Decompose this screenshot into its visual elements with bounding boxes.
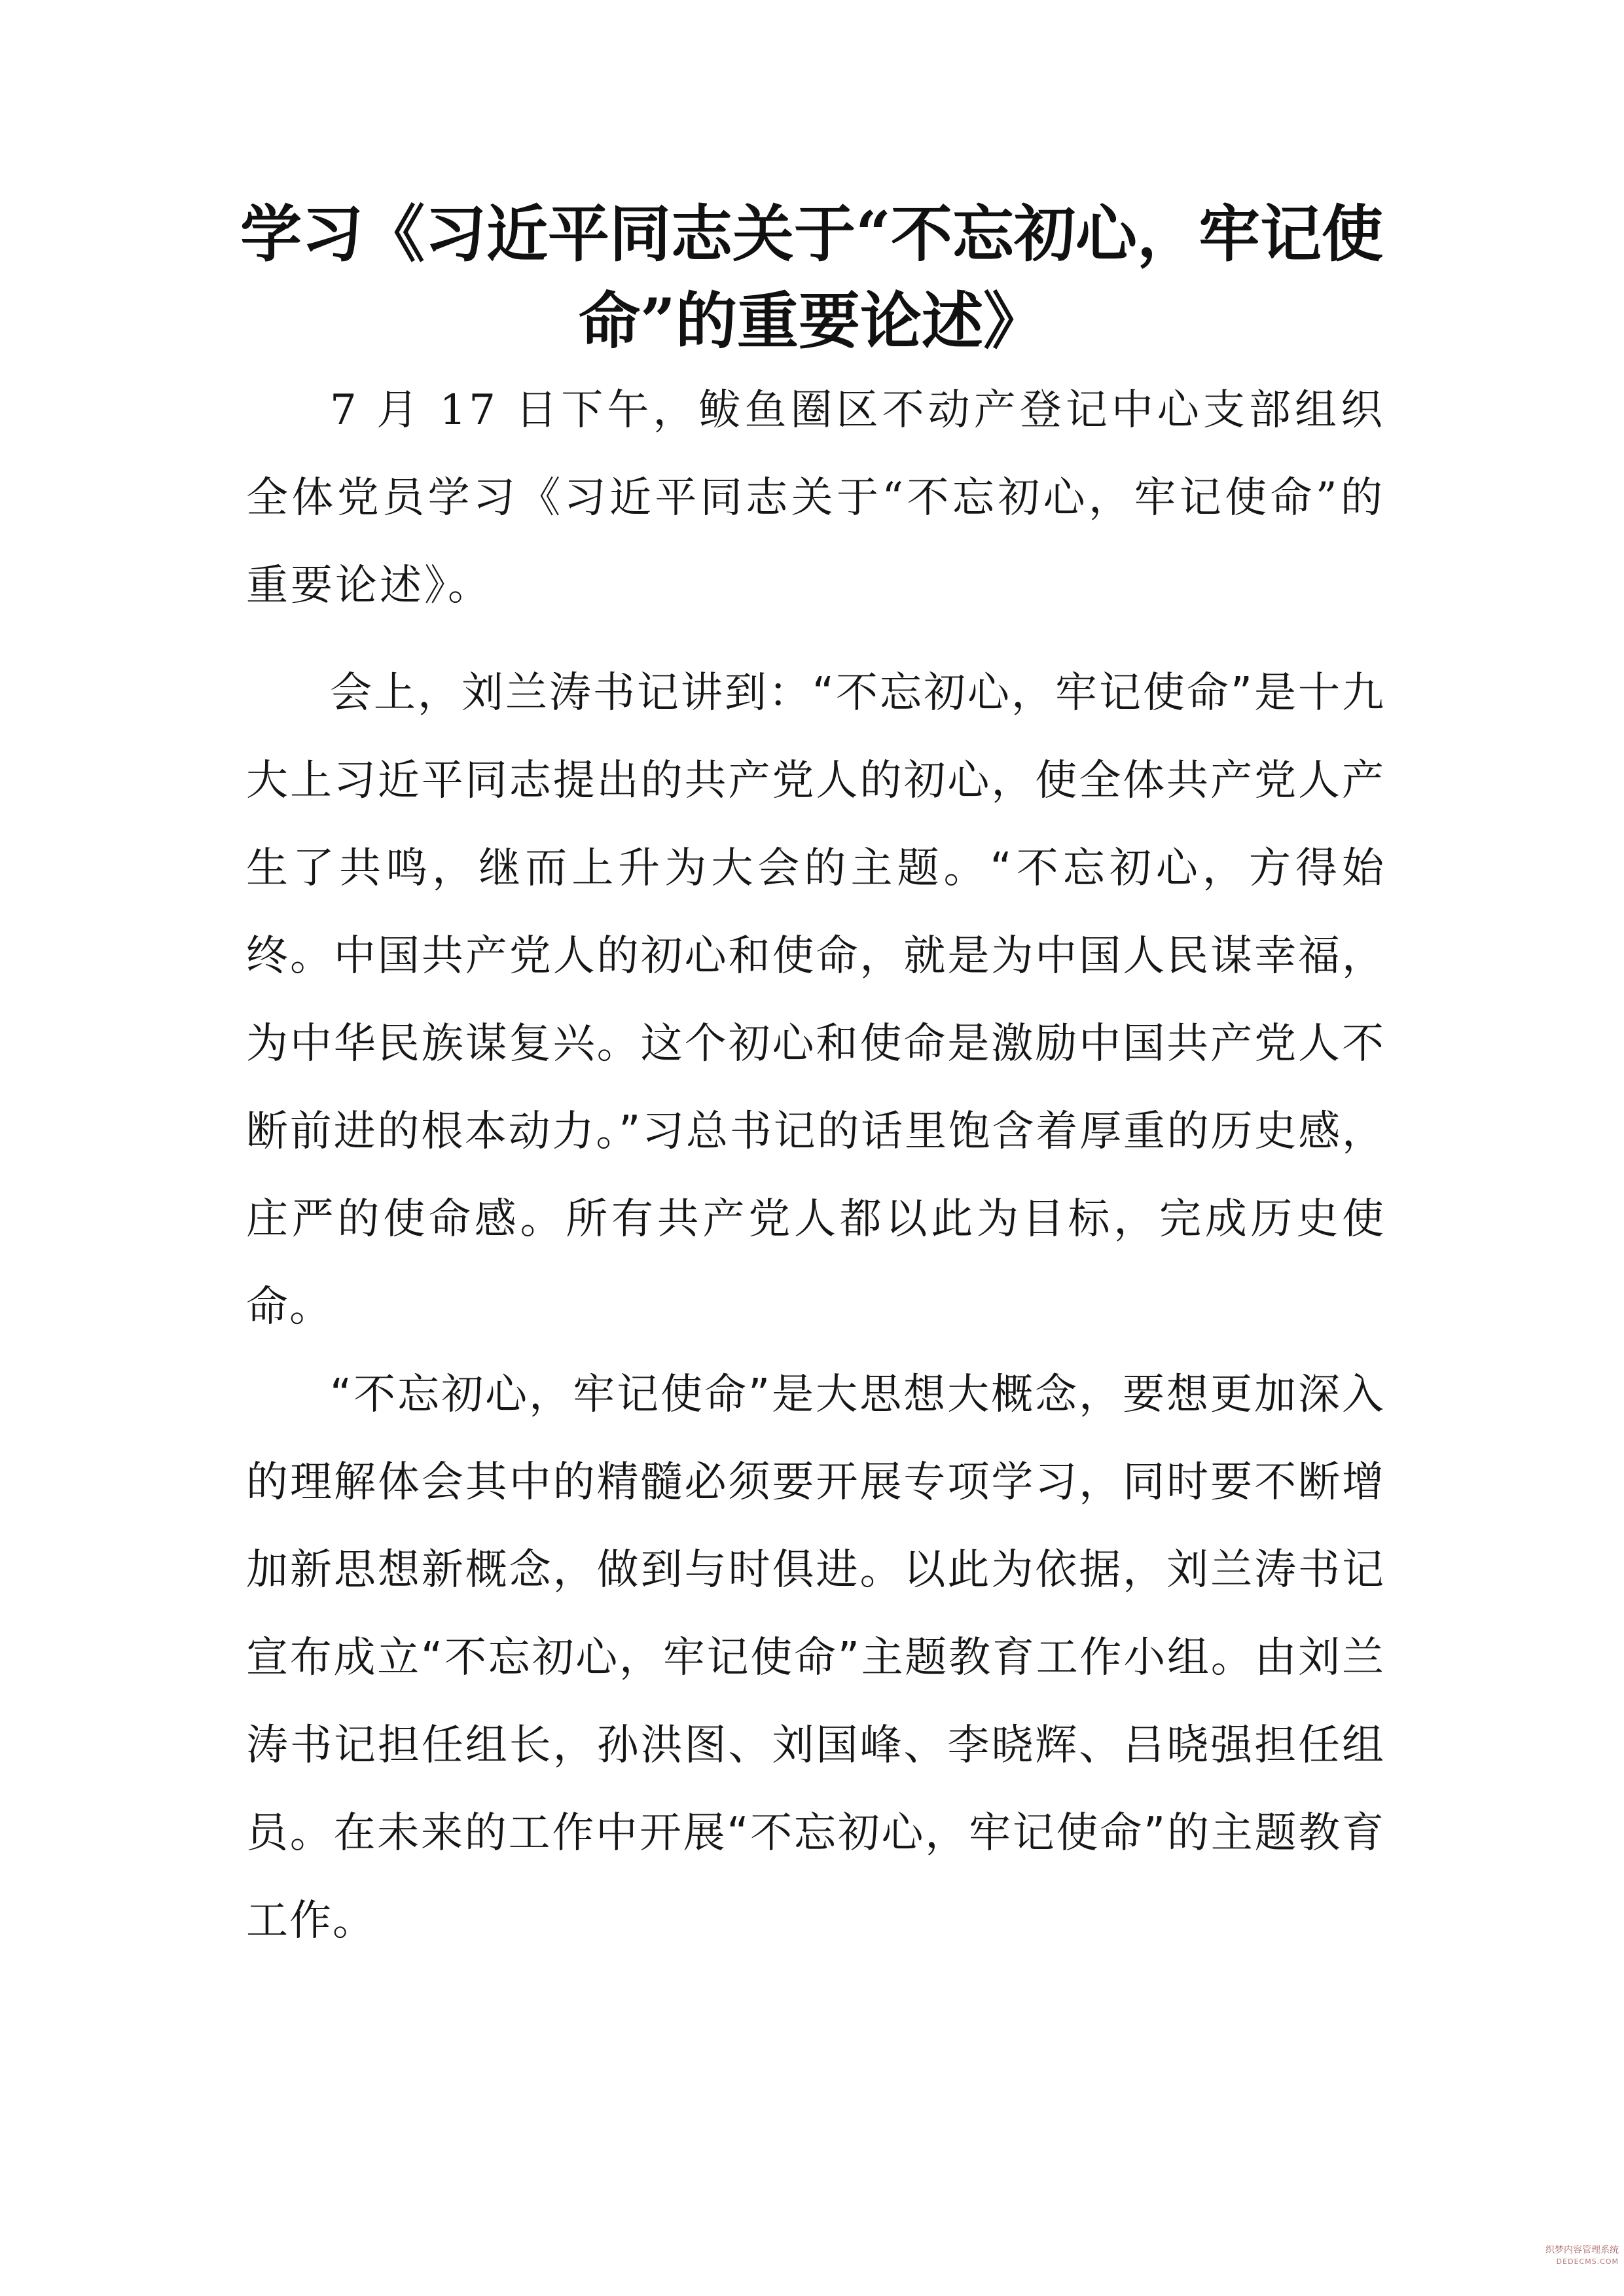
page-title — [236, 191, 1388, 365]
title-line-2: 命”的重要论述》 — [578, 285, 1045, 357]
watermark-logo — [1521, 2245, 1619, 2291]
article-body — [246, 367, 1385, 1965]
paragraph-intro: 7 月 17 日下午，鲅鱼圈区不动产登记中心支部组织全体党员学习《习近平同志关于“不忘初心，牢记使命”的重要论述》。 — [246, 386, 1385, 610]
paragraph-working-group: “不忘初心，牢记使命”是大思想大概念，要想更加深入的理解体会其中的精髓必须要开展专项学习，同时要不断增加新思想新概念，做到与时俱进。以此为依据，刘兰涛书记宣布成立“不忘初心，牢记使命”主题教育工作小组。由刘兰涛书记担任组长，孙洪图、刘国峰、李晓辉、吕晓强担任组员。在未来的工作中开展“不忘初心，牢记使命”的主题教育工作。 — [246, 1371, 1385, 1945]
title-line-1: 学习《习近平同志关于“不忘初心，牢记使 — [240, 198, 1384, 270]
paragraph-meeting: 会上，刘兰涛书记讲到：“不忘初心，牢记使命”是十九大上习近平同志提出的共产党人的初心，使全体共产党人产生了共鸣，继而上升为大会的主题。“不忘初心，方得始终。中国共产党人的初心和使命，就是为中国人民谋幸福，为中华民族谋复兴。这个初心和使命是激励中国共产党人不断前进的根本动力。”习总书记的话里饱含着厚重的历史感，庄严的使命感。所有共产党人都以此为目标，完成历史使命。 — [246, 669, 1385, 1331]
watermark-text: 织梦内容管理系统 — [1545, 2245, 1619, 2255]
watermark-domain: DEDECMS.COM — [1556, 2257, 1619, 2266]
